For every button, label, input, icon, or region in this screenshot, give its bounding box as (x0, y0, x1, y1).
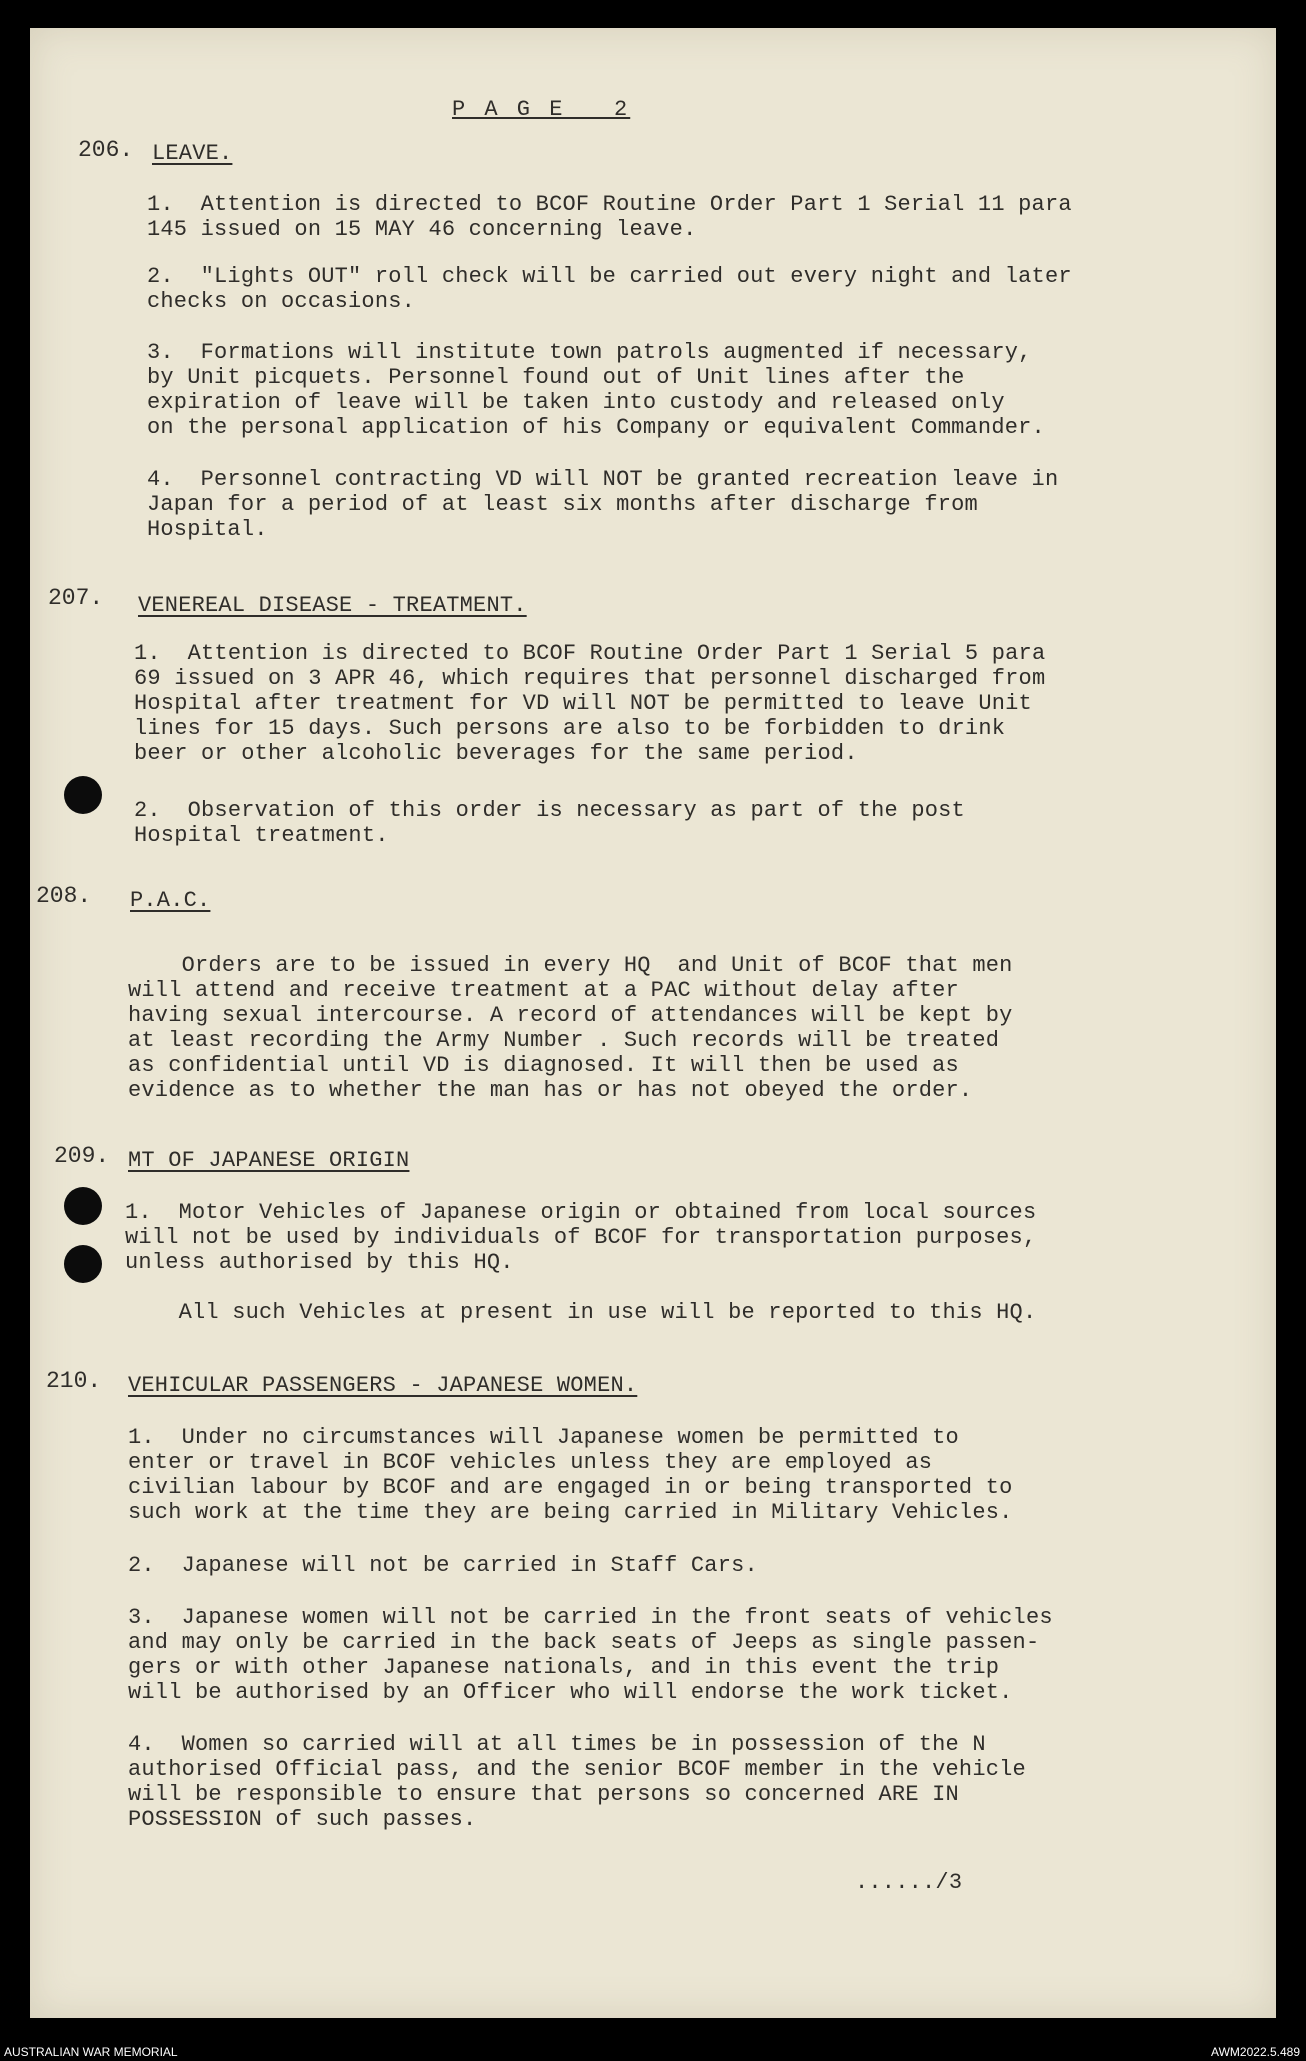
section-number: 210. (46, 1368, 102, 1394)
section-number: 206. (78, 137, 134, 163)
paragraph: 1. Attention is directed to BCOF Routine Order Part 1 Serial 5 para 69 issued on 3 APR 46, which requires that personnel discharged from Hospital after treatment for VD will NOT be permitted to leave Unit lines for 15 days. Such persons are also to be forbidden to drink beer or other alcoholic beverages for the same period. (134, 641, 1046, 766)
section-heading: MT OF JAPANESE ORIGIN (128, 1148, 410, 1173)
punch-hole (64, 776, 102, 814)
paragraph: 3. Formations will institute town patrols augmented if necessary, by Unit picquets. Personnel found out of Unit lines after the expiration of leave will be taken into custody and released only on the personal application of his Company or equivalent Commander. (147, 340, 1045, 440)
paragraph: 1. Motor Vehicles of Japanese origin or obtained from local sources will not be used by individuals of BCOF for transportation purposes, unless authorised by this HQ. (125, 1200, 1037, 1275)
punch-hole (64, 1245, 102, 1283)
paragraph: 3. Japanese women will not be carried in the front seats of vehicles and may only be carried in the back seats of Jeeps as single passen- gers or with other Japanese nationals, and in this event the trip will be authorised by an Officer who will endorse the work ticket. (128, 1605, 1053, 1705)
paragraph: All such Vehicles at present in use will be reported to this HQ. (125, 1300, 1037, 1325)
paragraph: 2. Observation of this order is necessary as part of the post Hospital treatment. (134, 798, 965, 848)
section-heading: P.A.C. (130, 888, 211, 913)
paragraph: 1. Under no circumstances will Japanese women be permitted to enter or travel in BCOF vehicles unless they are employed as civilian labour by BCOF and are engaged in or being transported to such work at the time they are being carried in Military Vehicles. (128, 1425, 1013, 1525)
paragraph: Orders are to be issued in every HQ and Unit of BCOF that men will attend and receive treatment at a PAC without delay after having sexual intercourse. A record of attendances will be kept by at least recording the Army Number . Such records will be treated as confidential until VD is diagnosed. It will then be used as evidence as to whether the man has or has not obeyed the order. (128, 953, 1013, 1103)
paragraph: 1. Attention is directed to BCOF Routine Order Part 1 Serial 11 para 145 issued on 15 MAY 46 concerning leave. (147, 192, 1072, 242)
section-number: 207. (48, 585, 104, 611)
continuation-marker: ....../3 (855, 1870, 963, 1895)
footer-reference: AWM2022.5.489 (1211, 2045, 1300, 2059)
section-number: 209. (54, 1143, 110, 1169)
paragraph: 4. Women so carried will at all times be in possession of the N authorised Official pass, and the senior BCOF member in the vehicle will be responsible to ensure that persons so concerned ARE IN POSSESSION of such passes. (128, 1732, 1026, 1832)
page-title: P A G E 2 (452, 97, 631, 122)
section-number: 208. (36, 883, 92, 909)
paragraph: 2. "Lights OUT" roll check will be carried out every night and later checks on occasions. (147, 264, 1072, 314)
punch-hole (64, 1187, 102, 1225)
section-heading: LEAVE. (152, 141, 233, 166)
paragraph: 2. Japanese will not be carried in Staff Cars. (128, 1553, 758, 1578)
section-heading: VENEREAL DISEASE - TREATMENT. (138, 593, 527, 618)
section-heading: VEHICULAR PASSENGERS - JAPANESE WOMEN. (128, 1373, 638, 1398)
footer-archive-name: AUSTRALIAN WAR MEMORIAL (4, 2045, 178, 2059)
paragraph: 4. Personnel contracting VD will NOT be granted recreation leave in Japan for a period of at least six months after discharge from Hospital. (147, 467, 1059, 542)
